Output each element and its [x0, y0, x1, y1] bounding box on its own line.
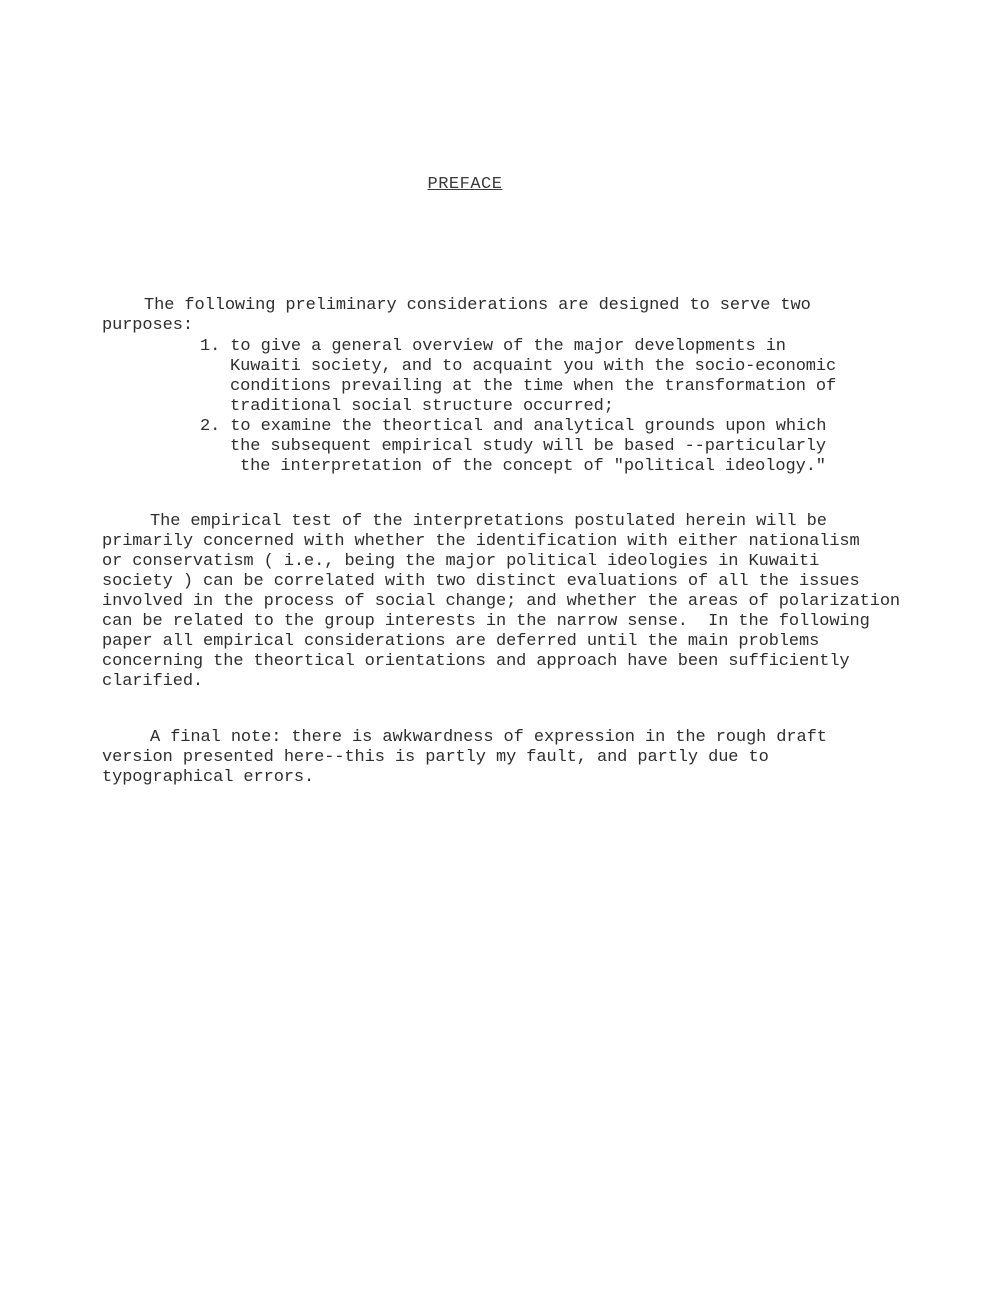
list-item-1-line: traditional social structure occurred;: [230, 397, 614, 416]
list-item-1-line: 1. to give a general overview of the major developments in: [200, 337, 786, 356]
list-item-1-line: conditions prevailing at the time when the transformation of: [230, 377, 837, 396]
list-item-1-line: Kuwaiti society, and to acquaint you with the socio-economic: [230, 357, 837, 376]
text-line: The following preliminary considerations are designed to serve two: [144, 296, 811, 315]
text-line: The empirical test of the interpretations postulated herein will be: [150, 512, 827, 531]
list-item-2-line: the interpretation of the concept of "political ideology.": [240, 457, 826, 476]
text-line: version presented here--this is partly my fault, and partly due to: [102, 748, 769, 767]
empirical-paragraph: [0, 512, 1000, 692]
page-title: PREFACE: [427, 175, 503, 194]
text-line: society ) can be correlated with two distinct evaluations of all the issues: [102, 572, 860, 591]
purposes-list: [0, 337, 1000, 477]
list-item-2-line: 2. to examine the theortical and analytical grounds upon which: [200, 417, 827, 436]
text-line: paper all empirical considerations are deferred until the main problems: [102, 632, 820, 651]
text-line: or conservatism ( i.e., being the major political ideologies in Kuwaiti: [102, 552, 820, 571]
text-line: typographical errors.: [102, 768, 315, 787]
text-line: concerning the theortical orientations and approach have been sufficiently: [102, 652, 850, 671]
text-line: primarily concerned with whether the identification with either nationalism: [102, 532, 860, 551]
final-note-paragraph: [0, 728, 1000, 788]
text-line: involved in the process of social change; and whether the areas of polarization: [102, 592, 901, 611]
intro-paragraph: [0, 296, 1000, 336]
text-line: can be related to the group interests in the narrow sense. In the following: [102, 612, 870, 631]
text-line: A final note: there is awkwardness of expression in the rough draft: [150, 728, 827, 747]
text-line: clarified.: [102, 672, 204, 691]
text-line: purposes:: [102, 316, 193, 335]
list-item-2-line: the subsequent empirical study will be based --particularly: [230, 437, 826, 456]
